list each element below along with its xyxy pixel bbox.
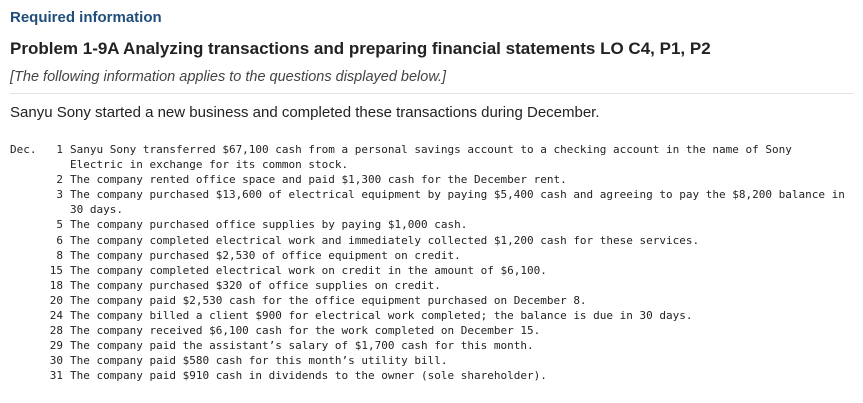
transaction-day: 15 [49, 263, 63, 277]
transaction-row [10, 368, 850, 383]
transaction-day: 5 [56, 218, 63, 232]
transaction-day: 28 [49, 324, 63, 338]
transaction-row [10, 172, 850, 187]
transaction-day: 24 [49, 309, 63, 323]
transaction-text: The company paid $580 cash for this month’s utility bill. [70, 354, 448, 368]
problem-title: Problem 1-9A Analyzing transactions and preparing financial statements LO C4, P1, P2 [10, 39, 711, 58]
transaction-text: The company purchased office supplies by paying $1,000 cash. [70, 218, 468, 232]
transaction-text: The company completed electrical work on credit in the amount of $6,100. [70, 263, 547, 277]
transaction-row [10, 293, 850, 308]
transaction-text: The company purchased $13,600 of electrical equipment by paying $5,400 cash and agreeing to pay the $8,200 balance in 30 days. [70, 188, 845, 217]
transaction-day: 2 [56, 173, 63, 187]
transaction-day: 8 [56, 248, 63, 262]
transaction-row [10, 353, 850, 368]
transaction-day: 18 [49, 278, 63, 292]
transaction-row [10, 323, 850, 338]
transaction-row [10, 187, 850, 217]
transaction-text: The company rented office space and paid $1,300 cash for the December rent. [70, 173, 567, 187]
transaction-text: The company paid the assistant’s salary of $1,700 cash for this month. [70, 339, 534, 353]
transaction-day: 29 [49, 339, 63, 353]
transaction-list [10, 142, 850, 384]
transaction-text: The company paid $910 cash in dividends to the owner (sole shareholder). [70, 369, 547, 383]
divider [10, 93, 853, 94]
transaction-day: 20 [49, 293, 63, 307]
transaction-text: The company purchased $2,530 of office equipment on credit. [70, 248, 461, 262]
transaction-row [10, 263, 850, 278]
transaction-day: 30 [49, 354, 63, 368]
transaction-text: Sanyu Sony transferred $67,100 cash from a personal savings account to a checking account in the name of Sony Electric in exchange for its common stock. [70, 143, 792, 172]
transaction-text: The company paid $2,530 cash for the office equipment purchased on December 8. [70, 293, 587, 307]
transaction-text: The company billed a client $900 for electrical work completed; the balance is due in 30 days. [70, 309, 693, 323]
problem-intro: Sanyu Sony started a new business and completed these transactions during December. [10, 104, 600, 121]
transaction-row [10, 338, 850, 353]
transaction-row [10, 217, 850, 232]
transaction-text: The company purchased $320 of office supplies on credit. [70, 278, 441, 292]
transaction-text: The company received $6,100 cash for the work completed on December 15. [70, 324, 541, 338]
required-information-heading: Required information [10, 9, 162, 26]
transaction-row [10, 142, 850, 172]
transaction-day: 6 [56, 233, 63, 247]
month-label: Dec. [10, 143, 37, 156]
transaction-text: The company completed electrical work and immediately collected $1,200 cash for these services. [70, 233, 700, 247]
transaction-day: 3 [56, 188, 63, 202]
transaction-row [10, 233, 850, 248]
transaction-row [10, 308, 850, 323]
transaction-row [10, 278, 850, 293]
transaction-row [10, 248, 850, 263]
transaction-day: 31 [49, 369, 63, 383]
transaction-day: 1 [56, 143, 63, 156]
instruction-note: [The following information applies to the questions displayed below.] [10, 69, 447, 85]
